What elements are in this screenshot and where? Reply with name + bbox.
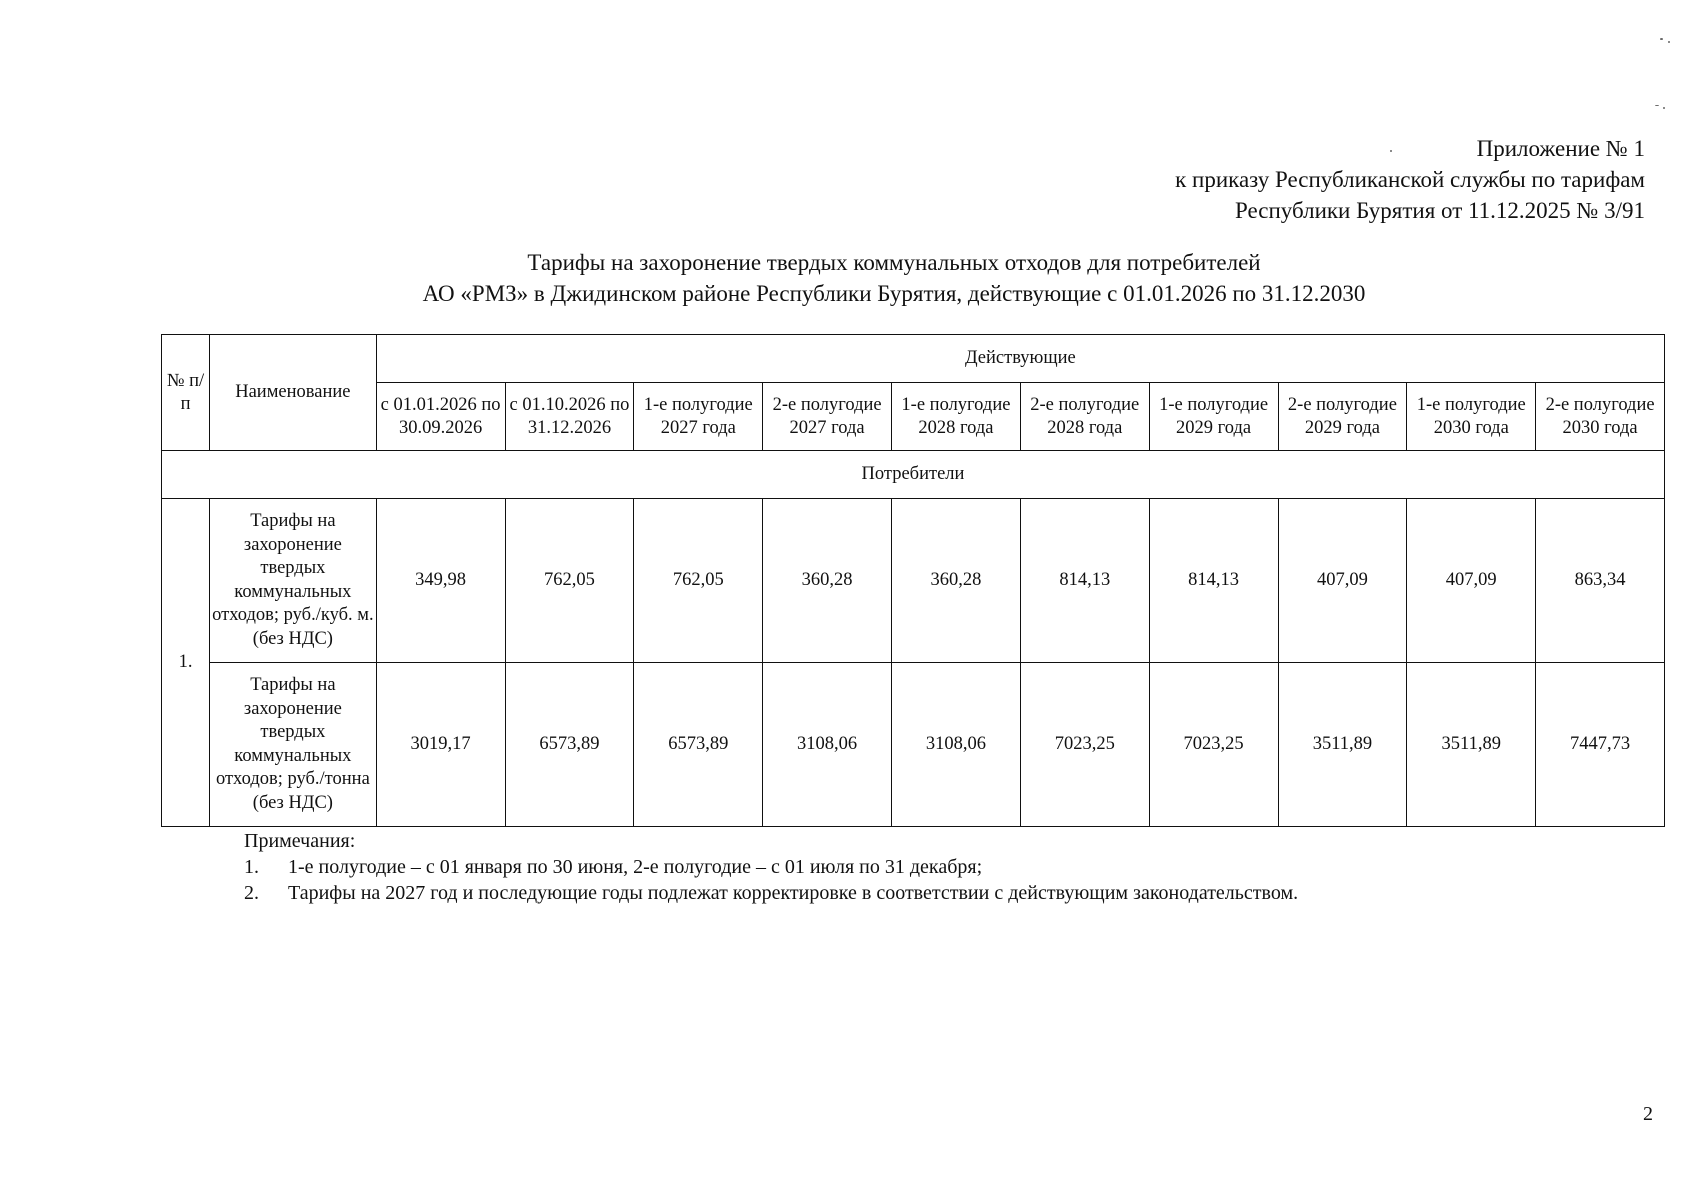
tariff-value: 7023,25 bbox=[1020, 663, 1149, 827]
tariff-value: 7023,25 bbox=[1149, 663, 1278, 827]
header-name: Наименование bbox=[210, 335, 377, 451]
tariff-value: 6573,89 bbox=[634, 663, 763, 827]
scan-speck bbox=[1668, 41, 1670, 43]
tariff-value: 762,05 bbox=[634, 499, 763, 663]
tariff-value: 3108,06 bbox=[763, 663, 892, 827]
note-item bbox=[244, 854, 1298, 880]
tariff-value: 349,98 bbox=[376, 499, 505, 663]
tariff-value: 3511,89 bbox=[1407, 663, 1536, 827]
tariff-value: 814,13 bbox=[1149, 499, 1278, 663]
table-row bbox=[162, 499, 1665, 663]
section-consumers: Потребители bbox=[162, 451, 1665, 499]
note-text: Тарифы на 2027 год и последующие годы подлежат корректировке в соответствии с действующим законодательством. bbox=[288, 882, 1299, 904]
tariff-value: 407,09 bbox=[1407, 499, 1536, 663]
row-name: Тарифы на захоронение твердых коммунальных отходов; руб./тонна (без НДС) bbox=[210, 663, 377, 827]
tariff-value: 360,28 bbox=[763, 499, 892, 663]
scan-speck bbox=[1663, 107, 1665, 109]
header-period: 1-е полугодие 2027 года bbox=[634, 383, 763, 451]
tariff-value: 407,09 bbox=[1278, 499, 1407, 663]
header-period: 2-е полугодие 2029 года bbox=[1278, 383, 1407, 451]
scan-speck bbox=[1660, 38, 1663, 40]
title-line-1: Тарифы на захоронение твердых коммунальных отходов для потребителей bbox=[527, 250, 1261, 275]
note-index: 2. bbox=[244, 882, 259, 904]
tariff-value: 6573,89 bbox=[505, 663, 634, 827]
tariff-value: 814,13 bbox=[1020, 499, 1149, 663]
header-period: с 01.01.2026 по 30.09.2026 bbox=[376, 383, 505, 451]
row-number: 1. bbox=[162, 499, 210, 827]
tariff-value: 863,34 bbox=[1536, 499, 1665, 663]
header-period: с 01.10.2026 по 31.12.2026 bbox=[505, 383, 634, 451]
tariff-value: 3019,17 bbox=[376, 663, 505, 827]
appendix-line-3: Республики Бурятия от 11.12.2025 № 3/91 bbox=[1234, 198, 1645, 223]
header-period: 1-е полугодие 2030 года bbox=[1407, 383, 1536, 451]
header-period: 1-е полугодие 2028 года bbox=[892, 383, 1021, 451]
title-line-2: АО «РМЗ» в Джидинском районе Республики Бурятия, действующие с 01.01.2026 по 31.12.2030 bbox=[422, 281, 1366, 306]
header-group-active: Действующие bbox=[376, 335, 1664, 383]
header-period: 1-е полугодие 2029 года bbox=[1149, 383, 1278, 451]
tariff-value: 360,28 bbox=[892, 499, 1021, 663]
header-period: 2-е полугодие 2027 года bbox=[763, 383, 892, 451]
header-period: 2-е полугодие 2028 года bbox=[1020, 383, 1149, 451]
page-number: 2 bbox=[1643, 1103, 1653, 1125]
document-title bbox=[0, 247, 1698, 309]
appendix-header bbox=[1175, 133, 1645, 226]
scan-speck bbox=[1655, 105, 1659, 106]
note-item bbox=[244, 880, 1298, 906]
scan-speck bbox=[1390, 150, 1392, 152]
table-row bbox=[162, 663, 1665, 827]
header-number: № п/п bbox=[162, 335, 210, 451]
row-name: Тарифы на захоронение твердых коммунальных отходов; руб./куб. м. (без НДС) bbox=[210, 499, 377, 663]
tariff-value: 762,05 bbox=[505, 499, 634, 663]
notes-heading: Примечания: bbox=[244, 830, 356, 852]
tariff-value: 3108,06 bbox=[892, 663, 1021, 827]
note-index: 1. bbox=[244, 856, 259, 878]
tariff-value: 3511,89 bbox=[1278, 663, 1407, 827]
note-text: 1-е полугодие – с 01 января по 30 июня, 2-е полугодие – с 01 июля по 31 декабря; bbox=[288, 856, 983, 878]
header-period: 2-е полугодие 2030 года bbox=[1536, 383, 1665, 451]
notes bbox=[244, 828, 1298, 906]
tariff-value: 7447,73 bbox=[1536, 663, 1665, 827]
tariff-table bbox=[161, 334, 1665, 827]
appendix-line-1: Приложение № 1 bbox=[1476, 136, 1645, 161]
appendix-line-2: к приказу Республиканской службы по тарифам bbox=[1175, 167, 1645, 192]
